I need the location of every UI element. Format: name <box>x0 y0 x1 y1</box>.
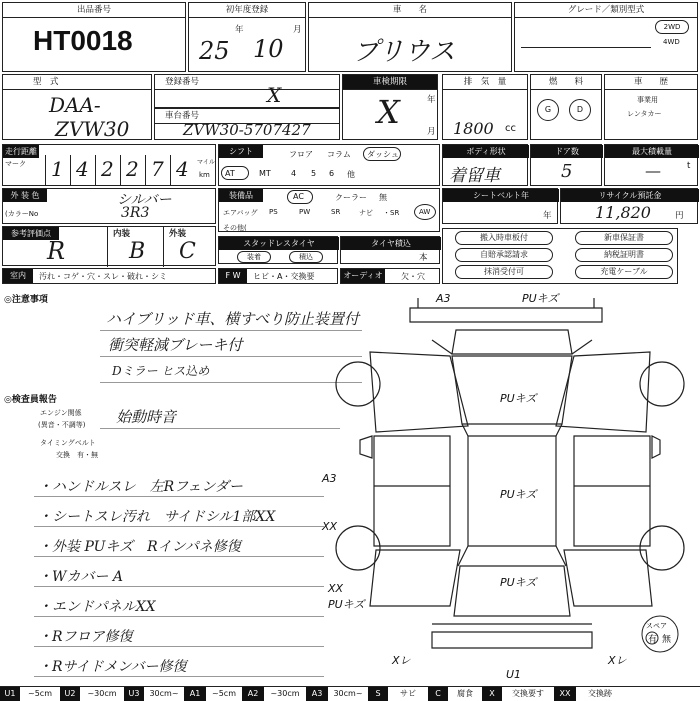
body-box <box>442 144 528 186</box>
mileage-label: 走行距離 <box>5 147 37 156</box>
legend-key: X <box>482 687 502 701</box>
note-line-3: Dミラー ヒス込め <box>112 364 210 378</box>
capacity-unit: t <box>687 161 691 171</box>
audio-box <box>340 268 440 284</box>
timing-label: タイミングベルト <box>40 439 96 447</box>
tire-box <box>340 236 440 264</box>
damage-label: U1 <box>506 668 522 681</box>
shift-option-selected <box>363 147 401 161</box>
registration-year: 25 <box>199 37 230 65</box>
body-value: 着留車 <box>449 166 500 186</box>
shift-option: 5 <box>311 169 317 178</box>
mileage-digit: 4 <box>176 157 189 181</box>
shift-option: コラム <box>327 150 351 159</box>
model-label: 型 式 <box>3 75 151 90</box>
equipment-option: PW <box>299 208 311 216</box>
registration-month: 10 <box>253 35 284 63</box>
inspection-month-unit: 月 <box>427 127 436 137</box>
capacity-box <box>604 144 698 186</box>
displacement-label: 排 気 量 <box>443 75 527 90</box>
lot-number-box <box>2 2 186 72</box>
recycle-value: 11,820 <box>595 203 651 222</box>
equipment-ac-selected <box>287 190 313 204</box>
recycle-box <box>560 188 698 224</box>
inspector-item: ・Rサイドメンバー修復 <box>38 659 187 675</box>
first-registration-label: 初年度登録 <box>189 3 305 18</box>
interior-value: B <box>129 239 146 264</box>
engine-label: エンジン関係 <box>40 409 82 417</box>
shift-option: 6 <box>329 169 335 178</box>
shift-option: MT <box>259 169 271 178</box>
legend-key: A1 <box>184 687 206 701</box>
studless-label: スタッドレスタイヤ <box>219 237 339 250</box>
doors-box <box>530 144 602 186</box>
fw-box <box>218 268 338 284</box>
lot-number-label: 出品番号 <box>3 3 185 18</box>
shift-option: AT <box>225 169 235 178</box>
inspection-box <box>342 74 438 140</box>
mileage-digit: 1 <box>51 157 64 181</box>
document-item: 新車保証書 <box>575 231 673 245</box>
exterior-label: 外装 <box>169 229 187 239</box>
history-label: 車 歴 <box>605 75 697 90</box>
legend-key: U2 <box>60 687 80 701</box>
equipment-option: エアバッグ <box>223 209 258 217</box>
seatbelt-unit: 年 <box>543 211 552 221</box>
legend-key: S <box>368 687 388 701</box>
equipment-option: ・SR <box>383 209 400 217</box>
month-unit: 月 <box>293 25 302 35</box>
note-line-1: ハイブリッド車、横すべり防止装置付 <box>106 310 360 328</box>
interior-label: 内装 <box>113 229 131 239</box>
studless-box <box>218 236 338 264</box>
inspector-item: ・ハンドルスレ 左Rフェンダー <box>38 479 243 495</box>
legend-value: 交換跡 <box>588 689 612 698</box>
color-value: シルバー <box>117 192 172 208</box>
interior-condition-box <box>2 268 216 284</box>
equipment-box <box>218 188 440 232</box>
engine-sub: (異音・不調等) <box>38 421 86 429</box>
damage-label: XX <box>328 582 344 595</box>
document-item: 納税証明書 <box>575 248 673 262</box>
color-box <box>2 188 216 224</box>
spare-no: 無 <box>662 635 672 645</box>
inspection-value: X <box>377 93 400 131</box>
chassis-number: ZVW30-5707427 <box>183 121 311 139</box>
inspector-item: ・シートスレ汚れ サイドシル1部XX <box>38 509 276 525</box>
document-item: 充電ケーブル <box>575 265 673 279</box>
inspector-underline <box>34 646 324 647</box>
equipment-label: 装備品 <box>219 189 263 202</box>
studless-option: 積込 <box>289 251 323 263</box>
model-box <box>2 74 152 140</box>
notes-title: ◎注意事項 <box>4 295 48 305</box>
color-code: 3R3 <box>121 205 150 221</box>
car-damage-diagram <box>300 286 700 686</box>
legend-key: A3 <box>306 687 328 701</box>
audio-label: オーディオ <box>341 269 385 283</box>
shift-box <box>218 144 440 186</box>
equipment-option: PS <box>269 208 278 216</box>
equipment-other: その他( <box>223 224 247 232</box>
registration-number-label: 登録番号 <box>155 75 339 90</box>
body-label: ボディ形状 <box>443 145 529 158</box>
doors-label: ドア数 <box>531 145 603 158</box>
inspector-item: ・外装 PUキズ Rインパネ修復 <box>38 539 241 555</box>
studless-option: 装着 <box>237 251 271 263</box>
equipment-option: ナビ <box>359 209 373 217</box>
damage-label: Xレ <box>392 654 411 667</box>
fw-label: F W <box>219 269 247 283</box>
drive-4wd: 4WD <box>663 38 680 46</box>
chassis-label: 車台番号 <box>155 109 339 124</box>
legend-key: U3 <box>124 687 144 701</box>
grade-value: R <box>47 237 66 265</box>
tire-unit: 本 <box>419 253 428 263</box>
interior-room-label: 室内 <box>3 269 33 283</box>
legend-key: A2 <box>242 687 264 701</box>
inspector-item: ・Wカバー A <box>38 569 123 585</box>
registration-number: X <box>267 83 282 107</box>
mileage-unit-km: km <box>199 171 210 179</box>
legend-value: ~30cm <box>270 689 300 698</box>
mileage-digit: 7 <box>151 157 164 181</box>
legend-key: XX <box>554 687 576 701</box>
grade-divider <box>163 227 164 267</box>
recycle-unit: 円 <box>675 211 684 221</box>
legend-bar <box>0 686 700 701</box>
grade-eval-box <box>2 226 216 266</box>
equipment-option: 無 <box>379 193 387 202</box>
docs-box <box>442 228 678 284</box>
shift-option: ダッシュ <box>367 150 399 159</box>
fw-items: ヒビ・A・交換要 <box>253 272 315 281</box>
legend-value: ~5cm <box>212 689 236 698</box>
history-business: 事業用 <box>637 96 658 104</box>
inspection-year-unit: 年 <box>427 95 436 105</box>
grade-label: グレード／類別型式 <box>515 3 697 18</box>
shift-option: フロア <box>289 150 313 159</box>
car-outline <box>336 298 684 648</box>
inspector-underline <box>34 676 324 677</box>
legend-value: 交換要す <box>512 689 544 698</box>
spare-label: スペア <box>646 622 667 630</box>
legend-key: U1 <box>0 687 20 701</box>
model-line2: ZVW30 <box>55 117 130 141</box>
shift-option: 4 <box>291 169 297 178</box>
document-item: 抹消受付可 <box>455 265 553 279</box>
shift-label: シフト <box>219 145 263 158</box>
mileage-digit: 4 <box>76 157 89 181</box>
displacement-value: 1800 <box>453 119 494 138</box>
legend-value: ~30cm <box>87 689 117 698</box>
model-line1: DAA- <box>49 93 101 117</box>
equipment-option: AC <box>293 192 304 201</box>
fuel-g: G <box>537 99 559 121</box>
recycle-label: リサイクル預託金 <box>561 189 699 202</box>
inspector-underline <box>34 526 324 527</box>
inspector-underline <box>34 616 324 617</box>
damage-label: A3 <box>322 472 337 485</box>
damage-label: PUキズ <box>500 392 537 405</box>
fuel-d: D <box>569 99 591 121</box>
grade-line <box>521 47 651 48</box>
equipment-option: AW <box>419 208 431 216</box>
damage-label: Xレ <box>608 654 627 667</box>
capacity-label: 最大積載量 <box>605 145 699 158</box>
spare-yes: 有 <box>648 635 658 645</box>
drive-2wd: 2WD <box>655 20 689 34</box>
capacity-value: — <box>645 161 661 180</box>
fuel-label: 燃 料 <box>531 75 601 90</box>
shift-at-selected <box>221 166 249 180</box>
doors-value: 5 <box>561 161 573 182</box>
inspector-underline <box>34 586 324 587</box>
mileage-digit: 2 <box>126 157 139 181</box>
history-box <box>604 74 698 140</box>
registration-number-box <box>154 74 340 108</box>
damage-label: PUキズ <box>328 598 365 611</box>
note-line-2: 衝突軽減ブレーキ付 <box>108 336 243 354</box>
displacement-box <box>442 74 528 140</box>
inspector-item: ・エンドパネルXX <box>38 599 156 615</box>
grade-divider <box>107 227 108 267</box>
color-sub: (カラーNo <box>5 210 39 218</box>
mileage-mark: マーク <box>5 160 26 168</box>
audio-items: 欠・穴 <box>401 272 425 281</box>
chassis-box <box>154 108 340 140</box>
color-label: 外 装 色 <box>3 189 47 202</box>
seatbelt-label: シートベルト年 <box>443 189 559 202</box>
damage-label: A3 <box>436 292 451 305</box>
tire-label: タイヤ積込 <box>341 237 441 250</box>
damage-label: PUキズ <box>500 576 537 589</box>
damage-label: PUキズ <box>500 488 537 501</box>
year-unit: 年 <box>235 25 244 35</box>
equipment-option: SR <box>331 208 341 216</box>
equipment-option: クーラー <box>335 193 367 202</box>
damage-label: PUキズ <box>522 292 559 305</box>
seatbelt-box <box>442 188 558 224</box>
equipment-aw-selected <box>414 204 436 220</box>
inspection-label: 車検期限 <box>343 75 437 90</box>
inspector-underline <box>34 496 324 497</box>
legend-value: サビ <box>400 689 416 698</box>
damage-label: XX <box>322 520 338 533</box>
legend-value: 30cm~ <box>149 689 179 698</box>
first-registration-box <box>188 2 306 72</box>
document-item: 搬入時車板付 <box>455 231 553 245</box>
timing-sub: 交換 有・無 <box>56 451 98 459</box>
displacement-unit: cc <box>505 123 516 134</box>
engine-value: 始動時音 <box>116 408 177 426</box>
grade-eval-label: 参考評価点 <box>3 227 59 240</box>
inspector-title: ◎検査員報告 <box>4 395 57 405</box>
legend-value: 腐食 <box>457 689 473 698</box>
exterior-value: C <box>179 239 196 264</box>
mileage-unit-mile: マイル <box>197 159 215 166</box>
car-name-box <box>308 2 512 72</box>
car-name: プリウス <box>353 37 456 67</box>
mileage-digit: 2 <box>101 157 114 181</box>
lot-number: HT0018 <box>33 25 133 56</box>
interior-items: 汚れ・コゲ・穴・スレ・破れ・シミ <box>39 272 167 281</box>
inspector-item: ・Rフロア修復 <box>38 629 133 645</box>
history-rental: レンタカー <box>627 110 662 118</box>
legend-value: 30cm~ <box>333 689 363 698</box>
mileage-box <box>2 144 216 186</box>
inspector-underline <box>34 556 324 557</box>
car-name-label: 車 名 <box>309 3 511 18</box>
grade-box <box>514 2 698 72</box>
fuel-box <box>530 74 602 140</box>
document-item: 自賠承認請求 <box>455 248 553 262</box>
legend-value: ~5cm <box>28 689 52 698</box>
shift-option: 他 <box>347 170 355 179</box>
legend-key: C <box>428 687 448 701</box>
